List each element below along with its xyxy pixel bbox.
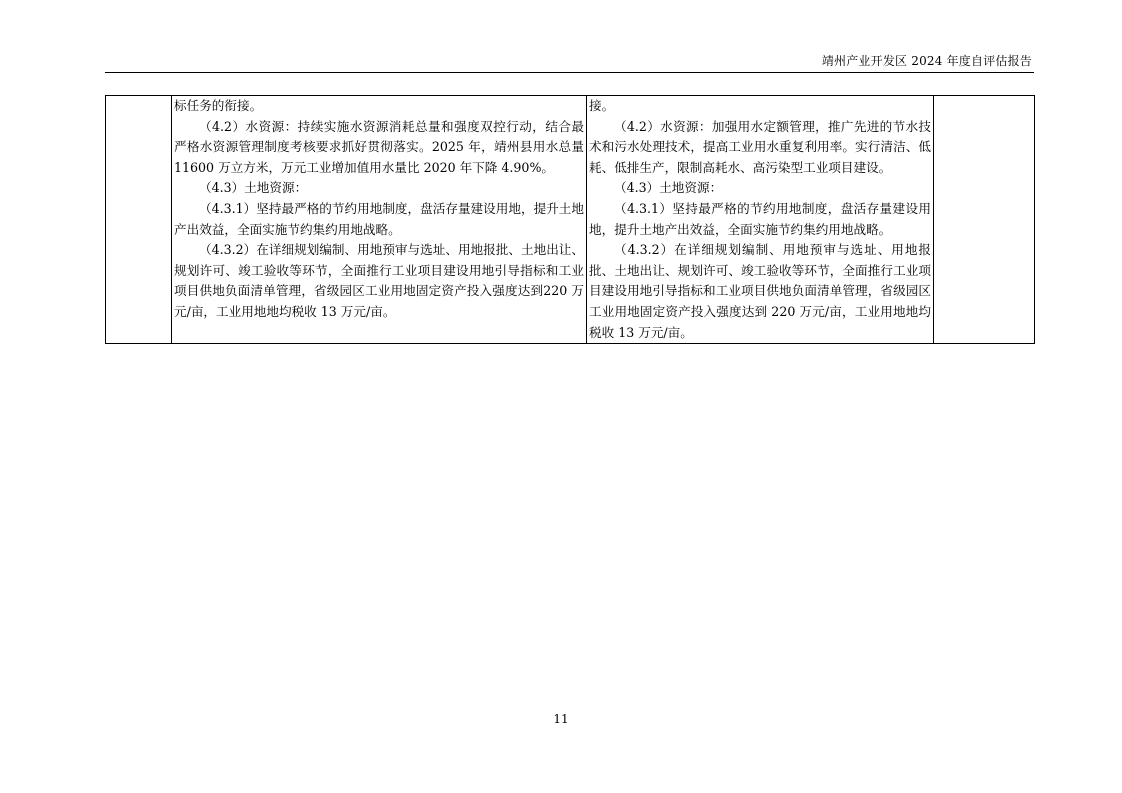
left-para-2: （4.2）水资源：持续实施水资源消耗总量和强度双控行动，结合最严格水资源管理制度考核要求抓好贯彻落实。2025 年，靖州县用水总量11600 万立方米，万元工业增加值用水量比 2020 年下降 4.90%。 <box>174 118 584 175</box>
table-cell-right <box>587 96 934 344</box>
right-para-4: （4.3.1）坚持最严格的节约用地制度，盘活存量建设用地，提升土地产出效益，全面实施节约集约用地战略。 <box>589 200 931 237</box>
left-para-4: （4.3.1）坚持最严格的节约用地制度，盘活存量建设用地，提升土地产出效益，全面实施节约集约用地战略。 <box>174 200 584 237</box>
comparison-table <box>105 95 1035 344</box>
table-row <box>106 96 1035 344</box>
left-para-5: （4.3.2）在详细规划编制、用地预审与选址、用地报批、土地出让、规划许可、竣工验收等环节，全面推行工业项目建设用地引导指标和工业项目供地负面清单管理，省级园区工业用地固定资产投入强度达到220 万元/亩，工业用地地均税收 13 万元/亩。 <box>174 242 584 319</box>
header-rule <box>105 72 1034 73</box>
table-cell-label <box>106 96 172 344</box>
header-title: 靖州产业开发区 2024 年度自评估报告 <box>821 54 1032 68</box>
right-para-1: 接。 <box>589 98 615 113</box>
table-cell-left <box>172 96 587 344</box>
left-para-1: 标任务的衔接。 <box>174 98 263 113</box>
right-para-5: （4.3.2）在详细规划编制、用地预审与选址、用地报批、土地出让、规划许可、竣工验收等环节，全面推行工业项目建设用地引导指标和工业项目供地负面清单管理，省级园区工业用地固定资产投入强度达到 220 万元/亩，工业用地地均税收 13 万元/亩。 <box>589 242 931 340</box>
right-para-3: （4.3）土地资源： <box>614 180 723 196</box>
page-number: 11 <box>553 712 569 726</box>
table-cell-remarks <box>934 96 1035 344</box>
left-para-3: （4.3）土地资源： <box>199 180 308 196</box>
right-para-2: （4.2）水资源：加强用水定额管理，推广先进的节水技术和污水处理技术，提高工业用水重复利用率。实行清洁、低耗、低排生产，限制高耗水、高污染型工业项目建设。 <box>589 118 931 175</box>
